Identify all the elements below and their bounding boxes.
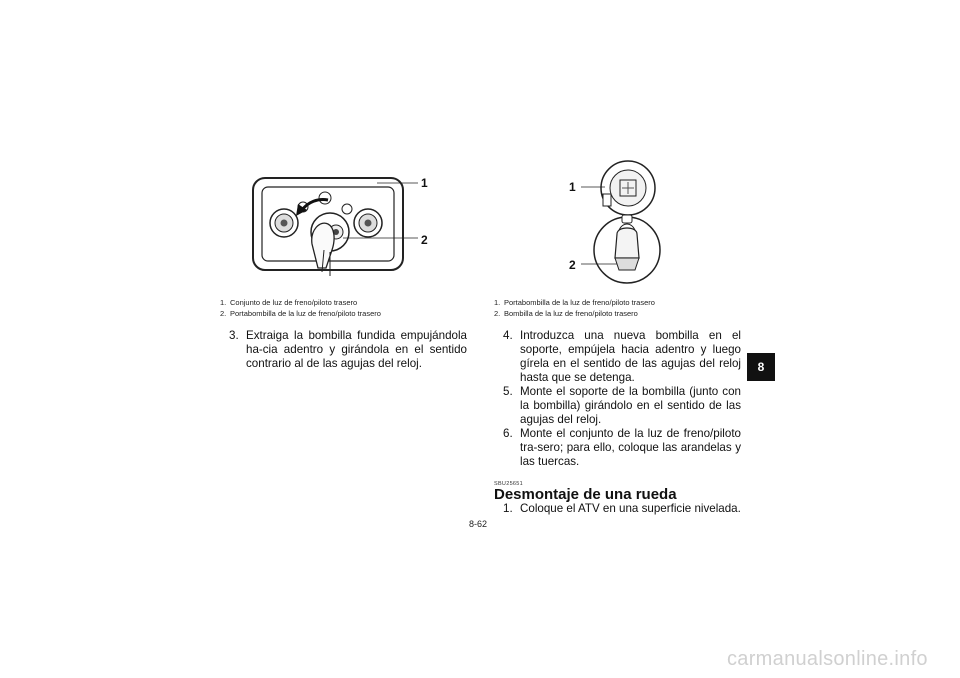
watermark: carmanualsonline.info xyxy=(727,648,928,670)
step-item: 3. Extraiga la bombilla fundida empujándola ha-cia adentro y girándola en el sentido contrario al de las agujas del reloj. xyxy=(229,329,467,370)
figure-left-captions xyxy=(220,298,381,319)
step-item: 4. Introduzca una nueva bombilla en el soporte, empújela hacia adentro y luego gírela en el sentido de las agujas del reloj hasta que se detenga. xyxy=(503,329,741,384)
caption-item: 2. Portabombilla de la luz de freno/piloto trasero xyxy=(220,308,381,318)
callout-2-left: 2 xyxy=(421,233,428,247)
steps-left xyxy=(229,329,467,371)
step-item: 5. Monte el soporte de la bombilla (junto con la bombilla) girándolo en el sentido de las agujas del reloj. xyxy=(503,385,741,426)
bulb-holder-illustration xyxy=(565,158,675,290)
step-item: 6. Monte el conjunto de la luz de freno/piloto tra-sero; para ello, coloque las arandelas y las tuercas. xyxy=(503,427,741,468)
caption-item: 1. Conjunto de luz de freno/piloto trasero xyxy=(220,298,358,307)
chapter-tab: 8 xyxy=(747,353,775,381)
callout-1-left: 1 xyxy=(421,176,428,190)
section-steps xyxy=(503,502,741,516)
tail-light-assembly-illustration xyxy=(250,172,440,290)
figure-right-captions xyxy=(494,298,655,319)
page-number: 8-62 xyxy=(469,519,488,529)
section-code: SBU25651 xyxy=(494,481,524,487)
steps-right xyxy=(503,329,741,469)
caption-item: 2. Bombilla de la luz de freno/piloto trasero xyxy=(494,308,638,318)
section-heading: Desmontaje de una rueda xyxy=(494,486,677,503)
callout-2-right: 2 xyxy=(569,258,576,272)
step-item: 1. Coloque el ATV en una superficie nivelada. xyxy=(503,502,741,515)
caption-item: 1. Portabombilla de la luz de freno/piloto trasero xyxy=(494,298,655,307)
callout-1-right: 1 xyxy=(569,180,576,194)
